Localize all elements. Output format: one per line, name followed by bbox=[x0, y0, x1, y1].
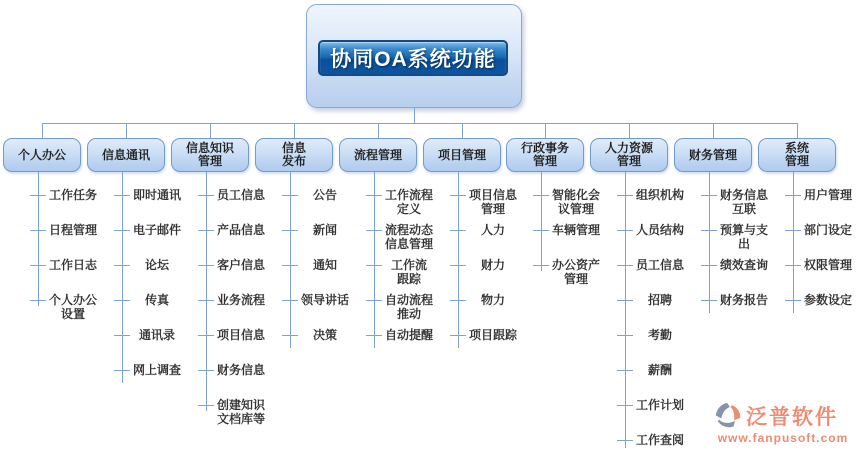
tree-item-label: 个人办公 bbox=[48, 293, 97, 307]
tree-item-system-mgmt-2 bbox=[800, 258, 856, 272]
tree-item-finance-mgmt-2 bbox=[716, 258, 772, 272]
tree-item-project-mgmt-2 bbox=[465, 258, 521, 272]
tree-item-info-communication-4 bbox=[129, 328, 185, 342]
brand-watermark bbox=[712, 399, 859, 445]
branch-header-system-mgmt bbox=[758, 138, 836, 172]
branch-header-label: 管理 bbox=[197, 154, 222, 168]
tree-item-label: 论坛 bbox=[144, 258, 169, 272]
tree-item-label: 领导讲话 bbox=[300, 293, 349, 307]
connector-line bbox=[797, 123, 798, 138]
tree-item-finance-mgmt-1 bbox=[716, 223, 772, 251]
tree-item-label: 绩效查询 bbox=[719, 258, 768, 272]
connector-line bbox=[206, 172, 207, 411]
tree-item-personal-office-0 bbox=[45, 188, 101, 202]
branch-header-label: 行政事务 bbox=[520, 141, 569, 155]
tree-item-label: 参数设定 bbox=[803, 293, 852, 307]
tree-item-process-mgmt-3 bbox=[381, 293, 437, 321]
tree-item-label: 部门设定 bbox=[803, 223, 852, 237]
branch-header-project-mgmt bbox=[423, 138, 501, 172]
tree-item-label: 网上调查 bbox=[132, 363, 181, 377]
connector-line bbox=[42, 123, 798, 124]
connector-line bbox=[38, 172, 39, 306]
branch-header-finance-mgmt bbox=[674, 138, 752, 172]
tree-item-admin-affairs-mgmt-0 bbox=[548, 188, 604, 216]
branch-header-info-communication bbox=[87, 138, 165, 172]
tree-item-label: 即时通讯 bbox=[132, 188, 181, 202]
tree-item-admin-affairs-mgmt-1 bbox=[548, 223, 604, 237]
tree-item-info-publish-4 bbox=[297, 328, 353, 342]
connector-line bbox=[414, 108, 415, 123]
branch-header-label: 项目管理 bbox=[437, 147, 486, 162]
tree-item-info-communication-0 bbox=[129, 188, 185, 202]
tree-item-label: 工作日志 bbox=[48, 258, 97, 272]
brand-name: 泛普软件 bbox=[746, 406, 838, 429]
tree-item-info-communication-5 bbox=[129, 363, 185, 377]
connector-line bbox=[458, 172, 459, 348]
connector-line bbox=[42, 123, 43, 138]
connector-line bbox=[122, 172, 123, 383]
tree-item-label: 议管理 bbox=[557, 202, 594, 216]
tree-item-label: 工作计划 bbox=[635, 398, 684, 412]
tree-item-label: 设置 bbox=[60, 307, 85, 321]
tree-item-label: 流程动态 bbox=[384, 223, 433, 237]
tree-item-label: 工作任务 bbox=[48, 188, 97, 202]
tree-item-info-knowledge-mgmt-0 bbox=[213, 188, 269, 202]
tree-item-label: 信息管理 bbox=[384, 237, 433, 251]
connector-line bbox=[545, 123, 546, 138]
tree-item-info-publish-2 bbox=[297, 258, 353, 272]
branch-header-label: 信息通讯 bbox=[101, 147, 150, 162]
tree-item-label: 财力 bbox=[480, 258, 505, 272]
tree-item-info-publish-1 bbox=[297, 223, 353, 237]
branch-header-hr-mgmt bbox=[590, 138, 668, 172]
branch-header-label: 信息 bbox=[281, 141, 306, 155]
tree-item-label: 决策 bbox=[312, 328, 337, 342]
branch-header-label: 管理 bbox=[532, 154, 557, 168]
root-node-title: 协同OA系统功能 bbox=[330, 48, 496, 71]
tree-item-label: 用户管理 bbox=[803, 188, 852, 202]
branch-header-label: 管理 bbox=[784, 154, 809, 168]
branch-header-info-publish bbox=[255, 138, 333, 172]
branch-header-label: 管理 bbox=[616, 154, 641, 168]
tree-item-info-publish-3 bbox=[297, 293, 353, 307]
tree-item-project-mgmt-4 bbox=[465, 328, 521, 342]
tree-item-label: 工作查阅 bbox=[635, 433, 684, 447]
connector-line bbox=[210, 123, 211, 138]
tree-item-label: 员工信息 bbox=[216, 188, 265, 202]
branch-header-info-knowledge-mgmt bbox=[171, 138, 249, 172]
tree-item-label: 工作流 bbox=[390, 258, 427, 272]
tree-item-label: 文档库等 bbox=[216, 412, 265, 426]
connector-line bbox=[541, 172, 542, 271]
tree-item-process-mgmt-0 bbox=[381, 188, 437, 216]
tree-item-label: 考勤 bbox=[647, 328, 672, 342]
connector-line bbox=[629, 123, 630, 138]
tree-item-label: 推动 bbox=[396, 307, 421, 321]
tree-item-info-communication-3 bbox=[129, 293, 185, 307]
tree-item-label: 财务信息 bbox=[216, 363, 265, 377]
tree-item-label: 新闻 bbox=[312, 223, 337, 237]
branch-header-label: 发布 bbox=[281, 154, 306, 168]
tree-item-hr-mgmt-5 bbox=[632, 363, 688, 377]
tree-item-system-mgmt-0 bbox=[800, 188, 856, 202]
tree-item-label: 客户信息 bbox=[216, 258, 265, 272]
tree-item-label: 项目信息 bbox=[216, 328, 265, 342]
tree-item-label: 工作流程 bbox=[384, 188, 433, 202]
tree-item-label: 招聘 bbox=[647, 293, 672, 307]
tree-item-label: 智能化会 bbox=[551, 188, 600, 202]
fanpu-logo-icon bbox=[712, 399, 744, 433]
tree-item-info-knowledge-mgmt-6 bbox=[213, 398, 269, 426]
tree-item-personal-office-2 bbox=[45, 258, 101, 272]
tree-item-info-knowledge-mgmt-5 bbox=[213, 363, 269, 377]
tree-item-label: 薪酬 bbox=[647, 363, 672, 377]
tree-item-label: 自动流程 bbox=[384, 293, 433, 307]
tree-item-process-mgmt-1 bbox=[381, 223, 437, 251]
tree-item-info-communication-2 bbox=[129, 258, 185, 272]
tree-item-system-mgmt-3 bbox=[800, 293, 856, 307]
tree-item-finance-mgmt-0 bbox=[716, 188, 772, 216]
connector-line bbox=[374, 172, 375, 348]
tree-item-label: 人力 bbox=[480, 223, 505, 237]
connector-line bbox=[126, 123, 127, 138]
tree-item-hr-mgmt-6 bbox=[632, 398, 688, 412]
tree-item-label: 跟踪 bbox=[396, 272, 421, 286]
tree-item-hr-mgmt-3 bbox=[632, 293, 688, 307]
branch-header-label: 信息知识 bbox=[185, 141, 234, 155]
tree-item-label: 产品信息 bbox=[216, 223, 265, 237]
tree-item-label: 互联 bbox=[731, 202, 756, 216]
tree-item-info-communication-1 bbox=[129, 223, 185, 237]
tree-item-label: 权限管理 bbox=[803, 258, 852, 272]
tree-item-label: 管理 bbox=[480, 202, 505, 216]
tree-item-label: 财务报告 bbox=[719, 293, 768, 307]
tree-item-label: 电子邮件 bbox=[132, 223, 181, 237]
tree-item-info-knowledge-mgmt-1 bbox=[213, 223, 269, 237]
tree-item-label: 通知 bbox=[312, 258, 337, 272]
tree-item-label: 日程管理 bbox=[48, 223, 97, 237]
connector-line bbox=[378, 123, 379, 138]
tree-item-hr-mgmt-0 bbox=[632, 188, 688, 202]
branch-header-label: 个人办公 bbox=[17, 147, 66, 162]
tree-item-hr-mgmt-4 bbox=[632, 328, 688, 342]
tree-item-label: 定义 bbox=[396, 202, 421, 216]
tree-item-label: 项目跟踪 bbox=[468, 328, 517, 342]
tree-item-project-mgmt-0 bbox=[465, 188, 521, 216]
tree-item-personal-office-3 bbox=[45, 293, 101, 321]
tree-item-process-mgmt-2 bbox=[381, 258, 437, 286]
tree-item-hr-mgmt-7 bbox=[632, 433, 688, 447]
tree-item-admin-affairs-mgmt-2 bbox=[548, 258, 604, 286]
tree-item-info-publish-0 bbox=[297, 188, 353, 202]
tree-item-label: 出 bbox=[737, 237, 750, 251]
tree-item-label: 通讯录 bbox=[138, 328, 175, 342]
tree-item-hr-mgmt-1 bbox=[632, 223, 688, 237]
connector-line bbox=[462, 123, 463, 138]
tree-item-finance-mgmt-3 bbox=[716, 293, 772, 307]
tree-item-info-knowledge-mgmt-2 bbox=[213, 258, 269, 272]
branch-header-label: 财务管理 bbox=[688, 147, 737, 162]
branch-header-label: 系统 bbox=[784, 141, 809, 155]
tree-item-label: 车辆管理 bbox=[551, 223, 600, 237]
connector-line bbox=[294, 123, 295, 138]
tree-item-label: 传真 bbox=[144, 293, 169, 307]
tree-item-personal-office-1 bbox=[45, 223, 101, 237]
tree-item-label: 物力 bbox=[480, 293, 505, 307]
branch-header-personal-office bbox=[3, 138, 81, 172]
tree-item-label: 项目信息 bbox=[468, 188, 517, 202]
branch-header-label: 流程管理 bbox=[353, 147, 402, 162]
tree-item-label: 组织机构 bbox=[635, 188, 684, 202]
connector-line bbox=[709, 172, 710, 313]
tree-item-label: 自动提醒 bbox=[384, 328, 433, 342]
tree-item-system-mgmt-1 bbox=[800, 223, 856, 237]
branch-header-process-mgmt bbox=[339, 138, 417, 172]
tree-item-label: 公告 bbox=[312, 188, 337, 202]
branch-header-label: 人力资源 bbox=[604, 141, 653, 155]
connector-line bbox=[713, 123, 714, 138]
tree-item-label: 员工信息 bbox=[635, 258, 684, 272]
connector-line bbox=[625, 172, 626, 448]
tree-item-info-knowledge-mgmt-4 bbox=[213, 328, 269, 342]
connector-line bbox=[290, 172, 291, 348]
tree-item-label: 管理 bbox=[563, 272, 588, 286]
tree-item-label: 办公资产 bbox=[551, 258, 600, 272]
tree-item-info-knowledge-mgmt-3 bbox=[213, 293, 269, 307]
connector-line bbox=[793, 172, 794, 313]
tree-item-label: 预算与支 bbox=[719, 223, 768, 237]
branch-header-admin-affairs-mgmt bbox=[506, 138, 584, 172]
tree-item-label: 人员结构 bbox=[635, 223, 684, 237]
brand-row bbox=[712, 399, 859, 433]
root-node-title-bar bbox=[318, 40, 508, 76]
tree-item-process-mgmt-4 bbox=[381, 328, 437, 342]
tree-item-project-mgmt-1 bbox=[465, 223, 521, 237]
tree-item-label: 创建知识 bbox=[216, 398, 265, 412]
tree-item-label: 财务信息 bbox=[719, 188, 768, 202]
brand-url: www.fanpusoft.com bbox=[717, 431, 849, 445]
tree-item-project-mgmt-3 bbox=[465, 293, 521, 307]
tree-item-hr-mgmt-2 bbox=[632, 258, 688, 272]
tree-item-label: 业务流程 bbox=[216, 293, 265, 307]
